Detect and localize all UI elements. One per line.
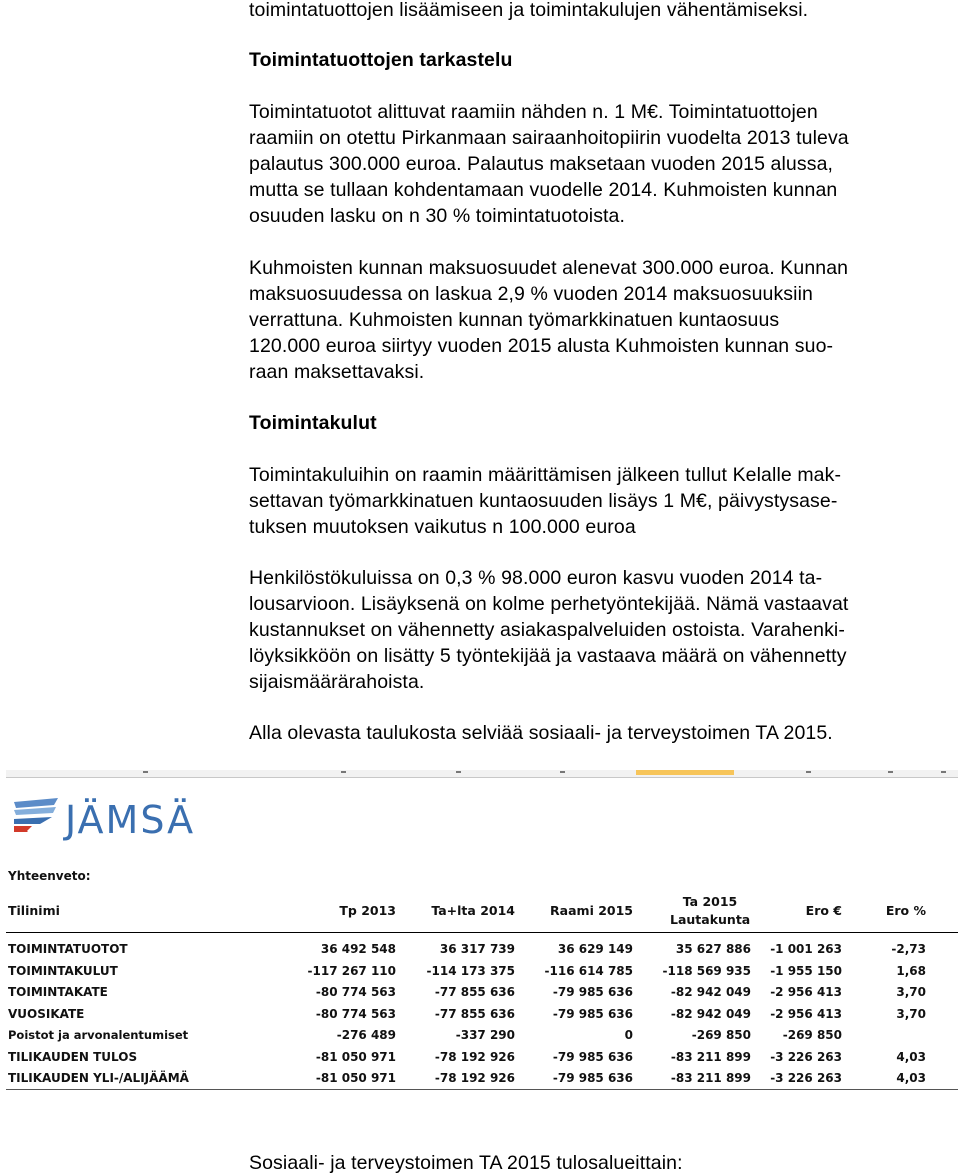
summary-label: Yhteenveto:	[8, 869, 91, 883]
text-line: löyksikköön on lisätty 5 työntekijää ja vastaava määrä on vähennetty	[249, 645, 847, 667]
cell-ta-2015-lautakunta: -82 942 049	[670, 1006, 751, 1021]
spreadsheet-column-header-strip	[6, 770, 958, 778]
column-divider	[560, 771, 565, 773]
cell-raami-2015: -79 985 636	[552, 1071, 633, 1085]
cell-ero-pct: 4,03	[896, 1071, 926, 1085]
cell-ta-2015-lautakunta: 35 627 886	[675, 942, 751, 956]
header-raami-2015: Raami 2015	[550, 903, 633, 918]
cell-ero-eur: -2 956 413	[770, 985, 842, 999]
cell-ta-lta-2014: -78 192 926	[434, 1071, 515, 1085]
text-line: toimintatuottojen lisäämiseen ja toimintakulujen vähentämiseksi.	[249, 0, 809, 21]
cell-tp-2013: -81 050 971	[315, 1049, 396, 1064]
column-divider	[941, 771, 946, 773]
header-separator-line	[6, 932, 958, 933]
column-divider	[806, 771, 811, 773]
text-line: Toimintatuotot alittuvat raamiin nähden n. 1 M€. Toimintatuottojen	[249, 101, 818, 123]
cell-tp-2013: 36 492 548	[320, 942, 396, 956]
cell-ero-eur: -3 226 263	[770, 1049, 842, 1064]
cell-ero-pct: 3,70	[896, 985, 926, 999]
text-line: raamiin on otettu Pirkanmaan sairaanhoitopiirin vuodelta 2013 tuleva	[249, 127, 849, 149]
cell-ero-eur: -1 001 263	[770, 942, 842, 956]
cell-tilinimi: TOIMINTATUOTOT	[8, 942, 128, 956]
jamsa-logo	[10, 790, 196, 850]
cell-tilinimi: TILIKAUDEN TULOS	[8, 1049, 138, 1064]
text-line: lousarvioon. Lisäyksenä on kolme perhetyöntekijää. Nämä vastaavat	[249, 593, 849, 615]
header-tp-2013: Tp 2013	[339, 903, 396, 918]
cell-tilinimi: TOIMINTAKATE	[8, 985, 108, 999]
cell-ero-pct: -2,73	[891, 942, 926, 956]
cell-tilinimi: TOIMINTAKULUT	[8, 963, 118, 978]
cell-ta-2015-lautakunta: -83 211 899	[670, 1071, 751, 1085]
cell-tp-2013: -80 774 563	[315, 1006, 396, 1021]
cell-ta-lta-2014: -337 290	[455, 1028, 515, 1042]
cell-tilinimi: VUOSIKATE	[8, 1006, 85, 1021]
text-line: 120.000 euroa siirtyy vuoden 2015 alusta Kuhmoisten kunnan suo-	[249, 335, 834, 357]
logo-wordmark: JÄMSÄ	[65, 798, 196, 842]
cell-ta-lta-2014: 36 317 739	[439, 942, 515, 956]
text-line: Alla olevasta taulukosta selviää sosiaali- ja terveystoimen TA 2015.	[249, 722, 833, 744]
cell-ta-2015-lautakunta: -83 211 899	[670, 1049, 751, 1064]
cell-raami-2015: -79 985 636	[552, 985, 633, 999]
header-ero-pct: Ero %	[885, 903, 926, 918]
column-divider	[888, 771, 893, 773]
table-bottom-line	[6, 1089, 958, 1090]
header-ero-eur: Ero €	[805, 903, 842, 918]
column-divider	[341, 771, 346, 773]
cell-raami-2015: -116 614 785	[544, 963, 633, 978]
cell-raami-2015: 36 629 149	[557, 942, 633, 956]
cell-ta-2015-lautakunta: -82 942 049	[670, 985, 751, 999]
column-divider	[143, 771, 148, 773]
text-line: verrattuna. Kuhmoisten kunnan työmarkkinatuen kuntaosuus	[249, 309, 780, 331]
cell-tp-2013: -276 489	[336, 1028, 396, 1042]
text-line: maksuosuudessa on laskua 2,9 % vuoden 2014 maksuosuuksiin	[249, 283, 813, 305]
cell-ero-eur: -1 955 150	[770, 963, 842, 978]
cell-ta-lta-2014: -77 855 636	[434, 1006, 515, 1021]
cell-ero-pct: 1,68	[896, 963, 926, 978]
header-lautakunta: Lautakunta	[670, 912, 751, 927]
text-line: mutta se tullaan kohdentamaan vuodelle 2014. Kuhmoisten kunnan	[249, 179, 838, 201]
spreadsheet-screenshot	[6, 770, 958, 1092]
header-ta-2015: Ta 2015	[682, 894, 738, 909]
cell-ero-pct: 3,70	[896, 1006, 926, 1021]
cell-ta-2015-lautakunta: -118 569 935	[662, 963, 751, 978]
footer-line: Sosiaali- ja terveystoimen TA 2015 tulosalueittain:	[249, 1152, 683, 1174]
cell-tp-2013: -81 050 971	[315, 1071, 396, 1085]
text-line: tuksen muutoksen vaikutus n 100.000 euroa	[249, 516, 636, 538]
cell-raami-2015: -79 985 636	[552, 1006, 633, 1021]
text-line: Toimintakuluihin on raamin määrittämisen jälkeen tullut Kelalle mak-	[249, 464, 842, 486]
cell-ta-lta-2014: -114 173 375	[426, 963, 515, 978]
section-heading-toimintatuottojen-tarkastelu: Toimintatuottojen tarkastelu	[249, 49, 513, 71]
text-line: Kuhmoisten kunnan maksuosuudet alenevat 300.000 euroa. Kunnan	[249, 257, 849, 279]
text-line: palautus 300.000 euroa. Palautus maksetaan vuoden 2015 alussa,	[249, 153, 834, 175]
cell-tp-2013: -80 774 563	[315, 985, 396, 999]
cell-ero-eur: -3 226 263	[770, 1071, 842, 1085]
text-line: osuuden lasku on n 30 % toimintatuotoista.	[249, 205, 626, 227]
column-divider	[456, 771, 461, 773]
cell-ero-eur: -2 956 413	[770, 1006, 842, 1021]
cell-raami-2015: 0	[624, 1028, 633, 1042]
cell-ero-pct: 4,03	[896, 1049, 926, 1064]
cell-ero-eur: -269 850	[782, 1028, 842, 1042]
cell-ta-2015-lautakunta: -269 850	[691, 1028, 751, 1042]
header-tilinimi: Tilinimi	[8, 903, 60, 918]
selected-column-marker	[636, 770, 734, 775]
text-line: kustannukset on vähennetty asiakaspalveluiden ostoista. Varahenki-	[249, 619, 845, 641]
text-line: raan maksettavaksi.	[249, 361, 425, 383]
section-heading-toimintakulut: Toimintakulut	[249, 412, 377, 434]
cell-tp-2013: -117 267 110	[307, 963, 396, 978]
text-line: Henkilöstökuluissa on 0,3 % 98.000 euron kasvu vuoden 2014 ta-	[249, 567, 823, 589]
cell-tilinimi: TILIKAUDEN YLI-/ALIJÄÄMÄ	[8, 1071, 189, 1085]
cell-tilinimi: Poistot ja arvonalentumiset	[8, 1028, 189, 1042]
header-ta-lta-2014: Ta+lta 2014	[431, 903, 515, 918]
text-line: settavan työmarkkinatuen kuntaosuuden lisäys 1 M€, päivystysase-	[249, 490, 838, 512]
cell-ta-lta-2014: -77 855 636	[434, 985, 515, 999]
cell-raami-2015: -79 985 636	[552, 1049, 633, 1064]
text-line: sijaismäärärahoista.	[249, 671, 425, 693]
jamsa-emblem-icon	[10, 792, 66, 848]
cell-ta-lta-2014: -78 192 926	[434, 1049, 515, 1064]
